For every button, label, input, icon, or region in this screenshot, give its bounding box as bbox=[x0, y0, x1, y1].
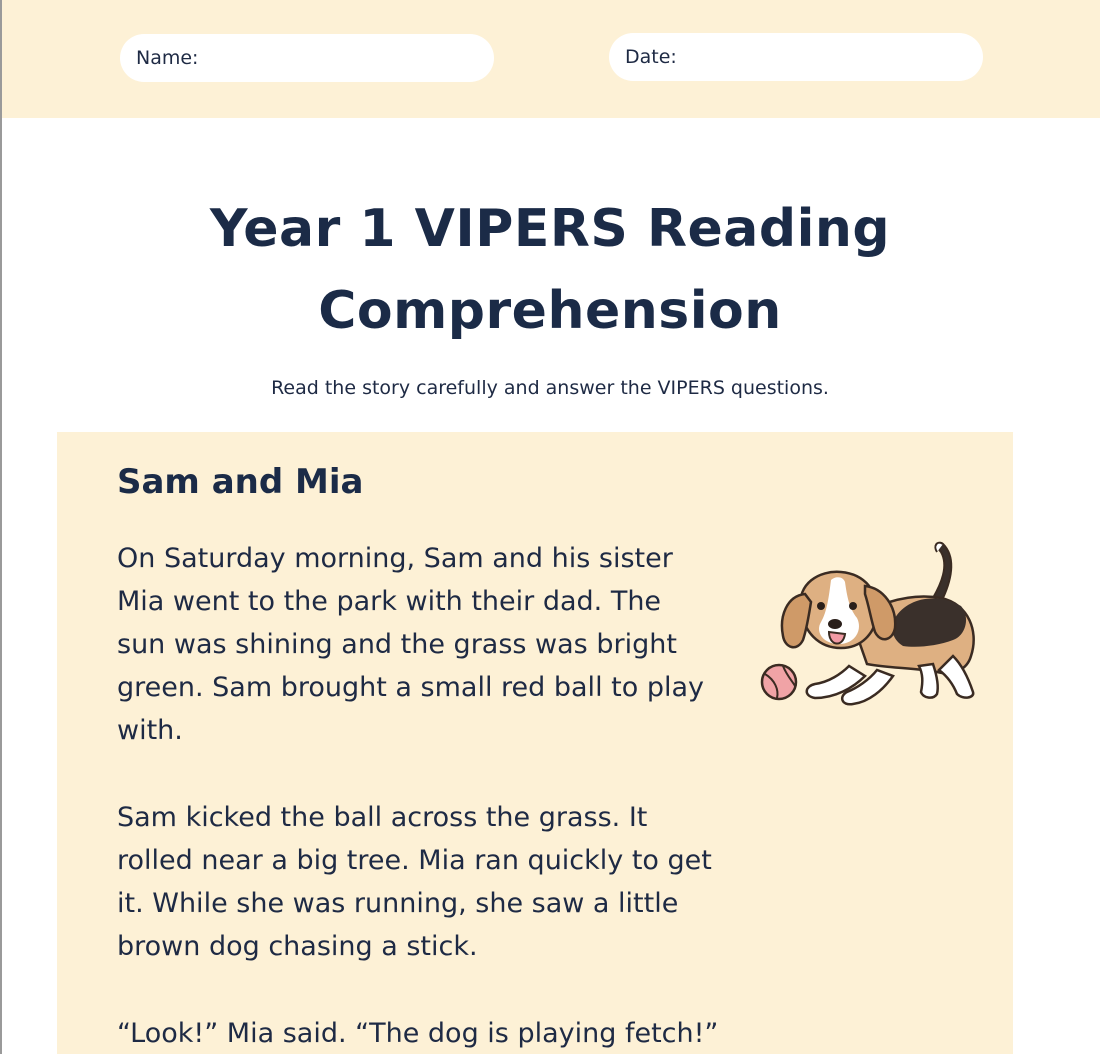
story-title: Sam and Mia bbox=[117, 462, 364, 502]
story-paragraph-2: Sam kicked the ball across the grass. It rolled near a big tree. Mia ran quickly to get it. While she was running, she saw a little brown dog chasing a stick. bbox=[117, 802, 712, 962]
story-paragraph-3: “Look!” Mia said. “The dog is playing fetch!” bbox=[117, 1018, 719, 1049]
name-label: Name: bbox=[136, 47, 199, 69]
date-field[interactable] bbox=[609, 33, 983, 81]
story-paragraph-1: On Saturday morning, Sam and his sister Mia went to the park with their dad. The sun was shining and the grass was bright green. Sam brought a small red ball to play with. bbox=[117, 543, 704, 746]
story-card bbox=[57, 432, 1013, 1054]
page-subtitle: Read the story carefully and answer the VIPERS questions. bbox=[271, 377, 829, 399]
name-field[interactable] bbox=[120, 34, 494, 82]
page-title: Year 1 VIPERS Reading Comprehension bbox=[209, 199, 891, 341]
puppy-with-ball-icon bbox=[757, 536, 987, 716]
date-label: Date: bbox=[625, 46, 677, 68]
page-edge bbox=[0, 0, 2, 1054]
header-band bbox=[2, 0, 1100, 118]
